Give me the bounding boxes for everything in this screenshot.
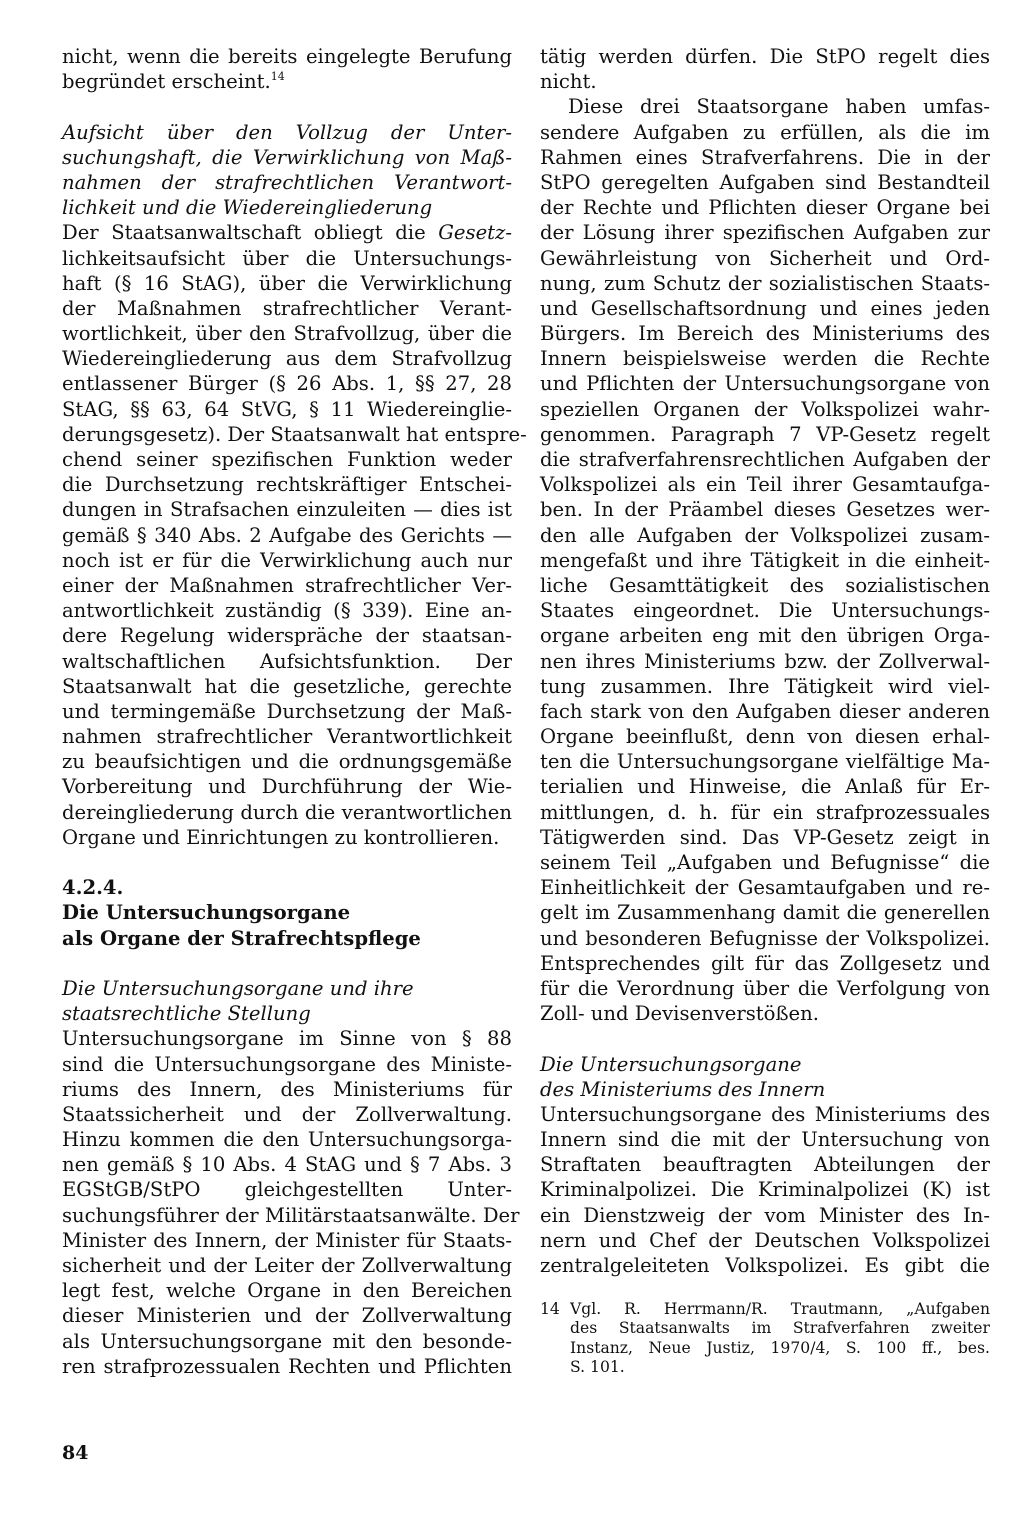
text-line: zentralgeleiteten Volkspolizei. Es gibt die [540,1254,990,1277]
text-line: die Durchsetzung rechtskräftiger Entschei- [62,473,512,497]
footnote-line: Instanz, Neue Justiz, 1970/4, S. 100 ff., bes. [570,1338,990,1357]
text-line: suchungshaft, die Verwirklichung von Maß- [62,145,512,169]
text-line: Vorbereitung und Durchführung der Wie- [62,775,512,799]
italic-term: Gesetz- [438,221,512,245]
text-line: Staatssicherheit und der Zollverwaltung. [62,1102,512,1126]
text-line: staatsrechtliche Stellung [62,1002,311,1026]
text-line: tätig werden dürfen. Die StPO regelt dies [540,45,990,68]
text-line: sendere Aufgaben zu erfüllen, als die im [540,120,990,144]
text-line: Hinzu kommen die den Untersuchungsorga- [62,1128,512,1152]
left-column [62,44,527,1379]
text-line: liche Gesamttätigkeit des sozialistischen [540,573,990,597]
text-line: wortlichkeit, über den Strafvollzug, über die [62,322,512,346]
text-line: der Rechte und Pflichten dieser Organe bei [540,196,990,220]
text-line: antwortlichkeit zuständig (§ 339). Eine an- [62,599,512,623]
text-line: nahmen der strafrechtlichen Verantwort- [62,170,512,194]
text-line: Diese drei Staatsorgane haben umfas- [568,95,990,119]
footnote-line: S. 101. [570,1357,625,1376]
footnote-reference: 14 [270,70,285,84]
text-line: fach stark von den Aufgaben dieser anderen [540,699,990,723]
text-line: nung, zum Schutz der sozialistischen Staats- [540,271,990,295]
text-line: Straftaten beauftragten Abteilungen der [540,1153,990,1177]
text-line: ten die Untersuchungsorgane vielfältige Ma- [540,750,990,774]
text-line: die strafverfahrensrechtlichen Aufgaben der [540,448,990,471]
text-line: nahmen strafrechtlicher Verantwortlichkeit [62,725,512,749]
footnote-number: 14 [540,1300,560,1319]
text-line: sicherheit und der Leiter der Zollverwaltung [62,1254,512,1277]
text-line: mengefaßt und ihre Tätigkeit in die einheit- [540,548,990,572]
text-line: Entsprechendes gilt für das Zollgesetz und [540,951,990,975]
right-column [540,44,990,1377]
text-line: entlassener Bürger (§ 26 Abs. 1, §§ 27, 28 [62,372,512,396]
text-line: Organe und Einrichtungen zu kontrollieren. [62,825,500,849]
page-number: 84 [62,1442,89,1464]
text-line: derungsgesetz). Der Staatsanwalt hat entspre- [62,422,527,446]
text-line: Tätigwerden sind. Das VP-Gesetz zeigt in [540,825,990,849]
text-line: der Lösung ihrer spezifischen Aufgaben zur [540,221,990,245]
footnote-14 [540,1300,990,1377]
text-line: tung zusammen. Ihre Tätigkeit wird viel- [540,674,990,698]
text-line: gemäß § 340 Abs. 2 Aufgabe des Gerichts — [62,523,512,547]
text-line: nen gemäß § 10 Abs. 4 StAG und § 7 Abs. 3 [62,1153,512,1177]
section-heading-4-2-4 [62,875,512,951]
text-line: ren strafprozessualen Rechten und Pflichten [62,1354,512,1378]
text-line [62,220,512,245]
text-line: seinem Teil „Aufgaben und Befugnisse“ die [540,851,990,874]
text-line: Organe beeinflußt, denn von diesen erhal- [540,725,990,749]
text-line: organe arbeiten eng mit den übrigen Orga- [540,624,990,648]
text-line: ein Dienstzweig der vom Minister des In- [540,1203,990,1227]
section-body-ministry-interior [540,1102,990,1278]
text-line: zu beaufsichtigen und die ordnungsgemäße [62,750,512,774]
text-line: Aufsicht über den Vollzug der Unter- [62,120,512,144]
text-fragment: Der Staatsanwaltschaft obliegt die [62,221,426,245]
section-title-supervision [62,120,512,221]
text-line: nicht, wenn die bereits eingelegte Berufung [62,45,512,68]
text-line: des Ministeriums des Innern [540,1077,826,1101]
text-line: terialien und Hinweise, die Anlaß für Er- [540,775,990,799]
footnote-line [540,1300,990,1319]
text-line: waltschaftlichen Aufsichtsfunktion. Der [62,649,512,673]
text-line: StAG, §§ 63, 64 StVG, § 11 Wiedereinglie- [62,397,512,421]
text-line: und Gesellschaftsordnung und eines jeden [540,296,990,320]
text-line: Zoll- und Devisenverstößen. [540,1002,820,1026]
text-line: dereingliederung durch die verantwortlichen [62,800,512,824]
section-body-investigative-organs [62,1026,520,1379]
section-title-ministry-interior [540,1052,990,1102]
text-line: lichkeitsaufsicht über die Untersuchungs- [62,246,512,270]
text-line: Minister des Innern, der Minister für Staats- [62,1228,512,1252]
text-line: und Pflichten der Untersuchungsorgane von [540,372,990,396]
text-line: Die Untersuchungsorgane [62,901,351,925]
text-line: nicht. [540,70,597,94]
text-line: und termingemäße Durchsetzung der Maß- [62,699,512,723]
text-line: chend seiner spezifischen Funktion weder [62,448,512,471]
section-body-supervision [62,220,527,850]
text-line: Untersuchungsorgane des Ministeriums des [540,1102,990,1126]
text-line: als Untersuchungsorgane mit den besonde- [62,1329,512,1353]
text-line: legt fest, welche Organe in den Bereichen [62,1279,512,1303]
text-line: für die Verordnung über die Verfolgung von [540,976,990,1000]
section-title-investigative-organs [62,976,512,1026]
text-line: einer der Maßnahmen strafrechtlicher Ver- [62,573,512,597]
text-line: Einheitlichkeit der Gesamtaufgaben und re- [540,876,990,900]
text-line: StPO geregelten Aufgaben sind Bestandteil [540,170,990,194]
text-line: dieser Ministerien und der Zollverwaltung [62,1304,512,1328]
footnote-line: des Staatsanwalts im Strafverfahren zweiter [570,1319,990,1338]
text-line: haft (§ 16 StAG), über die Verwirklichung [62,271,512,295]
text-line [62,69,512,94]
text-line: Die Untersuchungsorgane [540,1052,802,1076]
text-line: Gewährleistung von Sicherheit und Ord- [540,246,990,270]
text-line: speziellen Organen der Volkspolizei wahr- [540,397,990,421]
text-line: Die Untersuchungsorgane und ihre [62,976,414,1000]
text-line: Untersuchungsorgane im Sinne von § 88 [62,1027,512,1051]
text-line: dere Regelung widerspräche der staatsan- [62,624,512,648]
text-line: nern und Chef der Deutschen Volkspolizei [540,1228,990,1252]
text-line: nen ihres Ministeriums bzw. der Zollverwal- [540,649,990,673]
text-fragment: begründet erscheint. [62,70,271,94]
text-line: Wiedereingliederung aus dem Strafvollzug [62,347,512,371]
text-line: suchungsführer der Militärstaatsanwälte. Der [62,1203,520,1227]
section-number: 4.2.4. [62,876,124,900]
text-line: Innern sind die mit der Untersuchung von [540,1128,990,1152]
text-line: noch ist er für die Verwirklichung auch nur [62,548,512,572]
text-line: der Maßnahmen strafrechtlicher Verant- [62,296,512,320]
text-line: ben. In der Präambel dieses Gesetzes wer- [540,498,990,522]
text-line: Volkspolizei als ein Teil ihrer Gesamtaufga- [540,473,990,497]
text-line: Staatsanwalt hat die gesetzliche, gerechte [62,674,512,698]
text-line: Innern beispielsweise werden die Rechte [540,347,990,371]
text-line: dungen in Strafsachen einzuleiten — dies ist [62,498,512,522]
paragraph-state-organs [540,94,990,1026]
text-line: mittlungen, d. h. für ein strafprozessuales [540,800,990,824]
text-line: Staates eingeordnet. Die Untersuchungs- [540,599,990,623]
text-line: den alle Aufgaben der Volkspolizei zusam- [540,523,990,547]
text-line: Rahmen eines Strafverfahrens. Die in der [540,145,990,169]
text-line: lichkeit und die Wiedereingliederung [62,196,433,220]
text-line: riums des Innern, des Ministeriums für [62,1077,512,1101]
text-line: als Organe der Strafrechtspflege [62,926,421,950]
text-line: Bürgers. Im Bereich des Ministeriums des [540,322,990,346]
text-line: und besonderen Befugnisse der Volkspolizei. [540,926,990,950]
text-line: gelt im Zusammenhang damit die generellen [540,901,990,925]
text-line: sind die Untersuchungsorgane des Ministe- [62,1052,512,1076]
text-line: EGStGB/StPO gleichgestellten Unter- [62,1178,512,1202]
text-line: Kriminalpolizei. Die Kriminalpolizei (K) ist [540,1178,990,1202]
text-fragment: Vgl. R. Herrmann/R. Trautmann, „Aufgaben [570,1300,990,1319]
text-line: genommen. Paragraph 7 VP-Gesetz regelt [540,422,990,446]
